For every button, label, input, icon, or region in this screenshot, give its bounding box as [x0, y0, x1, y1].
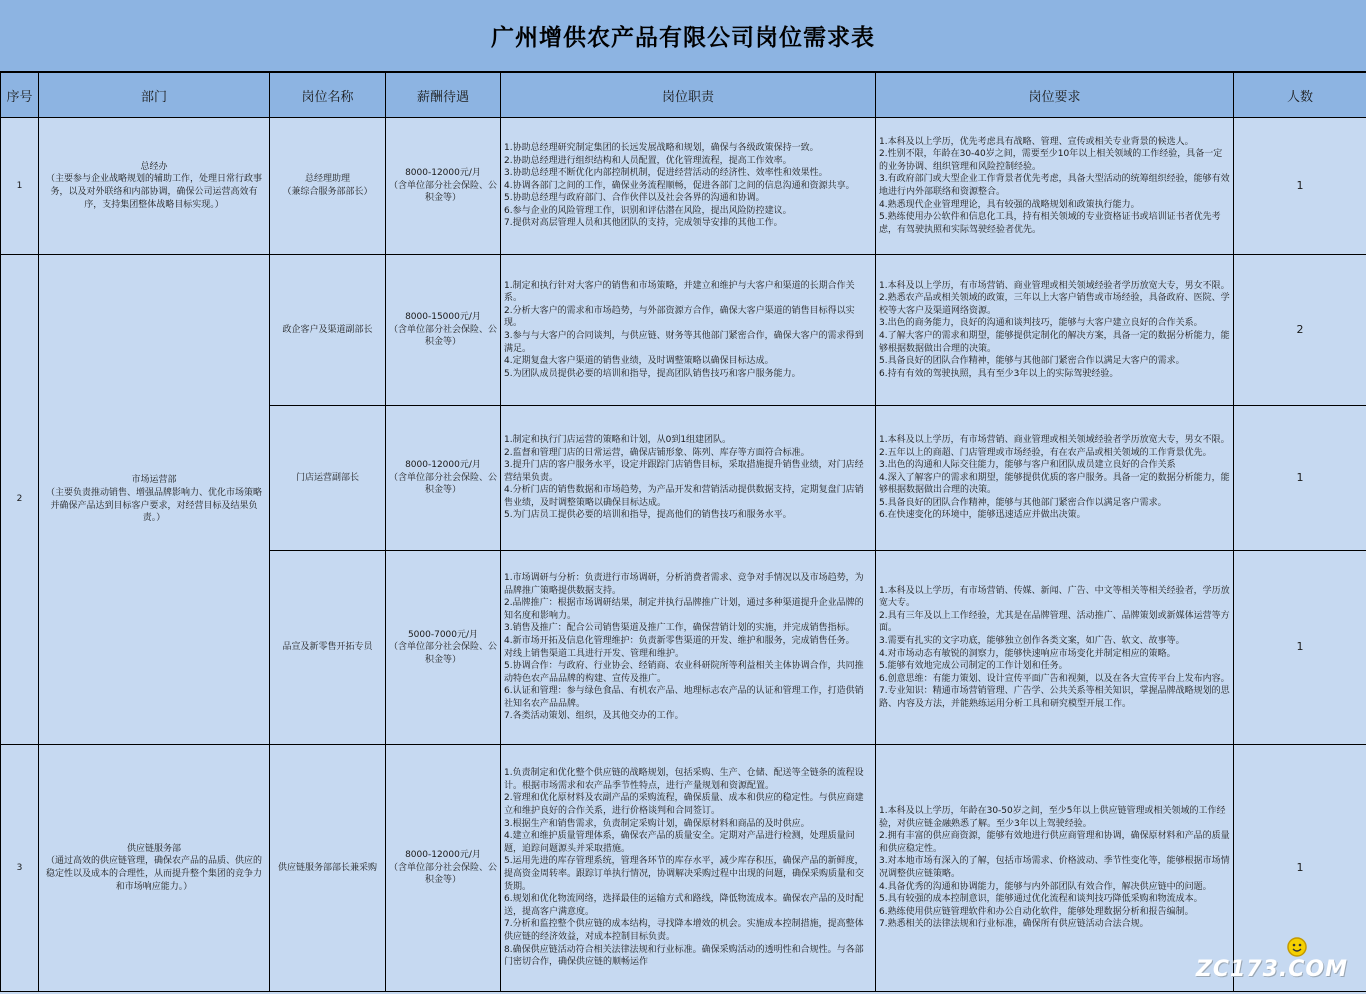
table-row — [1, 255, 1366, 406]
headcount: 1 — [1234, 406, 1366, 551]
list-item: 5.具备良好的团队合作精神，能够与其他部门紧密合作以满足客户需求。 — [879, 497, 1167, 508]
department-desc: （通过高效的供应链管理，确保农产品的品质、供应的稳定性以及成本的合理性，从而提升整个集团的竞争力和市场响应能力。） — [45, 856, 262, 892]
list-item: 2.性别不限，年龄在30-40岁之间，需要至少10年以上相关领域的工作经验，具备一定的业务协调、组织管理和风险控制经验。 — [879, 149, 1223, 172]
job-table — [0, 72, 1366, 992]
position-cell — [270, 745, 386, 992]
list-item: 4.具备优秀的沟通和协调能力，能够与内外部团队有效合作，解决供应链中的问题。 — [879, 881, 1212, 892]
list-item: 1.本科及以上学历，年龄在30-50岁之间，至少5年以上供应链管理或相关领域的工作经验，对供应链金融熟悉了解。至少3年以上驾驶经验。 — [879, 806, 1226, 829]
list-item: 1.市场调研与分析：负责进行市场调研，分析消费者需求、竞争对手情况以及市场趋势，为品牌推广策略提供数据支持。 — [504, 572, 864, 596]
list-item: 2.拥有丰富的供应商资源，能够有效地进行供应商管理和协调，确保原材料和产品的质量和供应稳定性。 — [879, 831, 1230, 854]
list-item: 5.运用先进的库存管理系统，管理各环节的库存水平，减少库存积压，确保产品的新鲜度，提高资金周转率。跟踪订单执行情况，协调解决采购过程中出现的问题，确保采购质量和交货期。 — [504, 856, 865, 892]
department-desc: （主要参与企业战略规划的辅助工作，处理日常行政事务，以及对外联络和内部协调，确保公司运营高效有序，支持集团整体战略目标实现。） — [45, 174, 262, 210]
salary-cell — [386, 745, 501, 992]
title-bar — [0, 0, 1366, 72]
position-name: 政企客户及渠道副部长 — [282, 324, 373, 335]
duties-cell — [501, 745, 876, 992]
list-item: 5.为团队成员提供必要的培训和指导，提高团队销售技巧和客户服务能力。 — [504, 368, 801, 379]
list-item: 2.协助总经理进行组织结构和人员配置，优化管理流程，提高工作效率。 — [504, 155, 792, 166]
header-position: 岗位名称 — [270, 73, 386, 118]
list-item: 4.熟悉现代企业管理理论，具有较强的战略规划和政策执行能力。 — [879, 199, 1140, 210]
list-item: 5.为门店员工提供必要的培训和指导，提高他们的销售技巧和服务水平。 — [504, 510, 792, 521]
requirements-list — [876, 434, 1233, 522]
salary-range: 8000-12000元/月 — [405, 168, 481, 179]
salary-note: （含单位部分社会保险、公积金等） — [388, 862, 497, 886]
list-item: 4.协调各部门之间的工作，确保业务流程顺畅，促进各部门之间的信息沟通和资源共享。 — [504, 180, 855, 191]
list-item: 4.对市场动态有敏锐的洞察力，能够快速响应市场变化并制定相应的策略。 — [879, 648, 1176, 659]
position-cell — [270, 118, 386, 255]
department-name: 供应链服务部 — [126, 843, 181, 854]
salary-cell — [386, 118, 501, 255]
list-item: 4.定期复盘大客户渠道的销售业绩，及时调整策略以确保目标达成。 — [504, 356, 774, 367]
list-item: 3.出色的商务能力，良好的沟通和谈判技巧，能够与大客户建立良好的合作关系。 — [879, 318, 1203, 329]
list-item: 2.分析大客户的需求和市场趋势，与外部资源方合作，确保大客户渠道的销售目标得以实现。 — [504, 305, 855, 329]
position-name: 总经理助理 — [304, 174, 350, 185]
list-item: 1.制定和执行针对大客户的销售和市场策略，并建立和维护与大客户和渠道的长期合作关系。 — [504, 280, 855, 304]
list-item: 7.分析和监控整个供应链的成本结构，寻找降本增效的机会。实施成本控制措施，提高整体供应链的经济效益，对成本控制目标负责。 — [504, 919, 864, 942]
header-index: 序号 — [1, 73, 39, 118]
header-requirements: 岗位要求 — [876, 73, 1234, 118]
list-item: 5.具有较强的成本控制意识，能够通过优化流程和谈判技巧降低采购和物流成本。 — [879, 894, 1203, 905]
list-item: 3.需要有扎实的文字功底，能够独立创作各类文案，如广告、软文、故事等。 — [879, 635, 1185, 646]
list-item: 7.专业知识：精通市场营销管理、广告学、公共关系等相关知识，掌握品牌战略规划的思路、内容及方法，并能熟练运用分析工具和研究模型开展工作。 — [879, 686, 1230, 709]
duties-list — [501, 280, 875, 381]
list-item: 4.新市场开拓及信息化管理维护：负责新零售渠道的开发、维护和服务，完成销售任务。 — [504, 635, 855, 646]
position-name: 供应链服务部部长兼采购 — [277, 862, 377, 873]
salary-range: 5000-7000元/月 — [407, 629, 479, 640]
duties-list — [501, 572, 875, 723]
list-item: 1.负责制定和优化整个供应链的战略规划，包括采购、生产、仓储、配送等全链条的流程设计。根据市场需求和农产品季节性特点，进行产量规划和资源配置。 — [504, 768, 864, 791]
list-item: 7.提供对高层管理人员和其他团队的支持，完成领导安排的其他工作。 — [504, 218, 783, 229]
list-item: 3.协助总经理不断优化内部控制机制，促进经营活动的经济性、效率性和效果性。 — [504, 168, 828, 179]
requirements-cell — [876, 551, 1234, 745]
table-row — [1, 745, 1366, 992]
list-item: 5.具备良好的团队合作精神，能够与其他部门紧密合作以满足大客户的需求。 — [879, 356, 1185, 367]
salary-note: （含单位部分社会保险、公积金等） — [388, 324, 497, 348]
list-item: 7.各类活动策划、组织，及其他交办的工作。 — [504, 711, 684, 722]
salary-cell — [386, 406, 501, 551]
position-cell — [270, 255, 386, 406]
list-item: 6.参与企业的风险管理工作，识别和评估潜在风险，提出风险防控建议。 — [504, 205, 792, 216]
list-item: 1.本科及以上学历，有市场营销、传媒、新闻、广告、中文等相关等相关经验者，学历放宽大专。 — [879, 585, 1230, 609]
list-item: 5.熟练使用办公软件和信息化工具，持有相关领域的专业资格证书或培训证书者优先考虑，有驾驶执照和实际驾驶经验者优先。 — [879, 212, 1221, 235]
list-item: 2.具有三年及以上工作经验，尤其是在品牌管理、活动推广、品牌策划或新媒体运营等方面。 — [879, 610, 1230, 634]
list-item: 2.监督和管理门店的日常运营，确保店铺形象、陈列、库存等方面符合标准。 — [504, 447, 810, 458]
list-item: 3.出色的沟通和人际交往能力，能够与客户和团队成员建立良好的合作关系 — [879, 460, 1176, 471]
position-name-sub: （兼综合服务部部长） — [282, 187, 373, 197]
list-item: 8.确保供应链活动符合相关法律法规和行业标准。确保采购活动的透明性和合规性。与各部门密切合作，确保供应链的顺畅运作 — [504, 944, 864, 968]
headcount: 1 — [1234, 745, 1366, 992]
duties-cell — [501, 551, 876, 745]
list-item: 6.认证和管理：参与绿色食品、有机农产品、地理标志农产品的认证和管理工作，打造供销社知名农产品品牌。 — [504, 686, 864, 709]
list-item: 3.销售及推广：配合公司销售渠道及推广工作，确保营销计划的实施，并完成销售指标。 — [504, 623, 855, 634]
requirements-list — [876, 280, 1233, 381]
department-cell — [39, 745, 270, 992]
list-item: 1.本科及以上学历，有市场营销、商业管理或相关领域经验者学历放宽大专，男女不限。 — [879, 280, 1230, 291]
list-item: 2.品牌推广：根据市场调研结果，制定并执行品牌推广计划，通过多种渠道提升企业品牌的知名度和影响力。 — [504, 598, 864, 621]
header-salary: 薪酬待遇 — [386, 73, 501, 118]
row-index: 2 — [1, 255, 39, 745]
salary-range: 8000-12000元/月 — [405, 460, 481, 471]
department-name: 市场运营部 — [131, 475, 177, 486]
requirements-list — [876, 585, 1233, 711]
list-item: 6.规划和优化物流网络，选择最佳的运输方式和路线，降低物流成本。确保农产品的及时配送，提高客户满意度。 — [504, 894, 864, 917]
position-name: 门店运营副部长 — [295, 472, 359, 483]
department-cell — [39, 118, 270, 255]
list-item: 5.协助总经理与政府部门、合作伙伴以及社会各界的沟通和协调。 — [504, 193, 765, 204]
headcount: 2 — [1234, 255, 1366, 406]
duties-cell — [501, 118, 876, 255]
department-cell — [39, 255, 270, 745]
table-row — [1, 118, 1366, 255]
duties-list — [501, 767, 875, 969]
header-department: 部门 — [39, 73, 270, 118]
duties-list — [501, 434, 875, 522]
headcount: 1 — [1234, 118, 1366, 255]
department-desc: （主要负责推动销售、增强品牌影响力、优化市场策略并确保产品达到目标客户要求，对经营目标及结果负责。） — [45, 487, 262, 524]
list-item: 5.能够有效地完成公司制定的工作计划和任务。 — [879, 661, 1068, 672]
list-item: 3.有政府部门或大型企业工作背景者优先考虑，具备大型活动的统筹组织经验，能够有效地进行内外部联络和资源整合。 — [879, 174, 1230, 197]
list-item: 1.制定和执行门店运营的策略和计划，从0到1组建团队。 — [504, 434, 732, 445]
list-item: 7.熟悉相关的法律法规和行业标准，确保所有供应链活动合法合规。 — [879, 919, 1149, 930]
row-index: 1 — [1, 118, 39, 255]
list-item: 3.对本地市场有深入的了解，包括市场需求、价格波动、季节性变化等，能够根据市场情况调整供应链策略。 — [879, 856, 1230, 879]
row-index: 3 — [1, 745, 39, 992]
position-cell — [270, 406, 386, 551]
requirements-cell — [876, 255, 1234, 406]
list-item: 3.提升门店的客户服务水平，设定并跟踪门店销售目标，采取措施提升销售业绩，对门店经营结果负责。 — [504, 460, 864, 483]
list-item: 1.本科及以上学历，有市场营销、商业管理或相关领域经验者学历放宽大专，男女不限。 — [879, 434, 1230, 445]
list-item: 6.熟练使用供应链管理软件和办公自动化软件，能够处理数据分析和报告编制。 — [879, 906, 1194, 917]
watermark: ZC173.COM — [1195, 957, 1348, 982]
headcount: 1 — [1234, 551, 1366, 745]
salary-range: 8000-15000元/月 — [405, 312, 481, 323]
header-duties: 岗位职责 — [501, 73, 876, 118]
list-item: 6.持有有效的驾驶执照，具有至少3年以上的实际驾驶经验。 — [879, 368, 1119, 379]
requirements-cell — [876, 118, 1234, 255]
list-item: 2.五年以上的商超、门店管理或市场经验，有在农产品或相关领域的工作背景优先。 — [879, 447, 1212, 458]
list-item: 4.了解大客户的需求和期望，能够提供定制化的解决方案，具备一定的数据分析能力，能够根据数据做出合理的决策。 — [879, 331, 1230, 354]
header-count: 人数 — [1234, 73, 1366, 118]
duties-cell — [501, 406, 876, 551]
list-item: 4.建立和维护质量管理体系，确保农产品的质量安全。定期对产品进行检测，处理质量问题，追踪问题源头并采取措施。 — [504, 831, 855, 854]
salary-note: （含单位部分社会保险、公积金等） — [388, 180, 497, 204]
header-row — [1, 73, 1366, 118]
requirements-cell — [876, 406, 1234, 551]
salary-cell — [386, 255, 501, 406]
salary-range: 8000-12000元/月 — [405, 850, 481, 861]
list-item: 1.本科及以上学历，优先考虑具有战略、管理、宣传或相关专业背景的候选人。 — [879, 136, 1194, 147]
list-item: 2.管理和优化原材料及农副产品的采购流程，确保质量、成本和供应的稳定性。与供应商建立和维护良好的合作关系，进行价格谈判和合同签订。 — [504, 793, 864, 817]
duties-cell — [501, 255, 876, 406]
salary-note: （含单位部分社会保险、公积金等） — [388, 472, 497, 496]
list-item: 1.协助总经理研究制定集团的长远发展战略和规划，确保与各级政策保持一致。 — [504, 142, 819, 153]
salary-cell — [386, 551, 501, 745]
list-item: 6.在快速变化的环境中，能够迅速适应并做出决策。 — [879, 510, 1086, 521]
list-item: 3.参与与大客户的合同谈判，与供应链、财务等其他部门紧密合作，确保大客户的需求得到满足。 — [504, 331, 864, 354]
list-item: 4.深入了解客户的需求和期望，能够提供优质的客户服务。具备一定的数据分析能力，能够根据数据做出合理的决策。 — [879, 472, 1230, 496]
requirements-cell — [876, 745, 1234, 992]
department-name: 总经办 — [140, 161, 168, 172]
position-name: 品宣及新零售开拓专员 — [282, 642, 373, 653]
page-title: 广州增供农产品有限公司岗位需求表 — [491, 24, 875, 51]
smiley-logo-icon — [1286, 936, 1308, 958]
requirements-list — [876, 805, 1233, 931]
position-cell — [270, 551, 386, 745]
list-item: 4.分析门店的销售数据和市场趋势，为产品开发和营销活动提供数据支持，定期复盘门店销售业绩，及时调整策略以确保目标达成。 — [504, 485, 864, 508]
list-item: 5.协调合作：与政府、行业协会、经销商、农业科研院所等利益相关主体协调合作，共同推动特色农产品品牌的构建、宣传及推广。 — [504, 661, 864, 684]
duties-list — [501, 142, 875, 230]
list-item: 2.熟悉农产品或相关领域的政策，三年以上大客户销售或市场经验，具备政府、医院、学校等大客户及渠道网络资源。 — [879, 293, 1230, 316]
salary-note: （含单位部分社会保险、公积金等） — [388, 642, 497, 665]
list-item: 6.创意思维：有能力策划、设计宣传平面广告和视频，以及在各大宣传平台上发布内容。 — [879, 673, 1230, 684]
requirements-list — [876, 136, 1233, 237]
list-item: 对线上销售渠道工具进行开发、管理和维护。 — [504, 648, 685, 659]
list-item: 3.根据生产和销售需求，负责制定采购计划，确保原材料和商品的及时供应。 — [504, 818, 810, 829]
